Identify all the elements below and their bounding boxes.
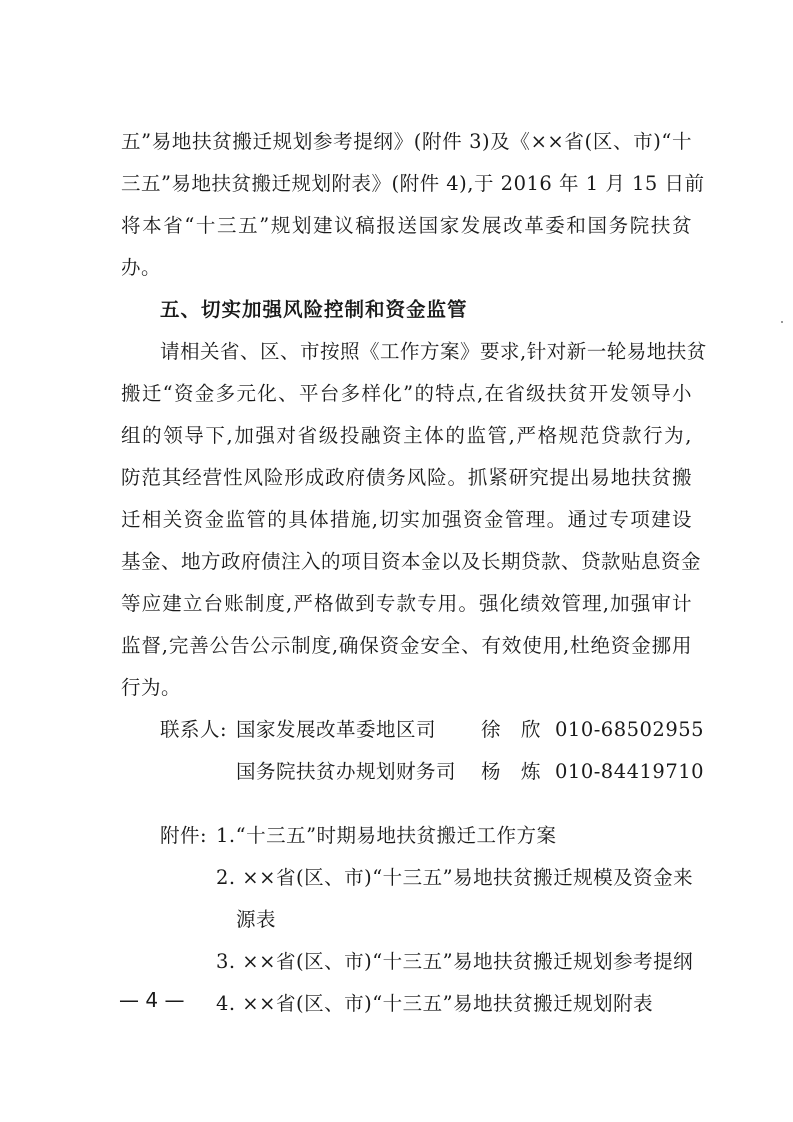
- attachments-label: 附件:: [160, 824, 208, 847]
- paragraph-line: 办。: [121, 256, 162, 279]
- paragraph-line: 防范其经营性风险形成政府债务风险。抓紧研究提出易地扶贫搬: [121, 466, 692, 489]
- contact-org: 国家发展改革委地区司: [236, 718, 437, 741]
- page-number: — 4 —: [119, 988, 185, 1012]
- paragraph-line: 监督,完善公告公示制度,确保资金安全、有效使用,杜绝资金挪用: [121, 634, 692, 657]
- paragraph-line: 请相关省、区、市按照《工作方案》要求,针对新一轮易地扶贫: [160, 340, 707, 363]
- paragraph-line: 行为。: [121, 676, 182, 699]
- paragraph-line: 搬迁“资金多元化、平台多样化”的特点,在省级扶贫开发领导小: [121, 382, 692, 405]
- paragraph-line: 将本省“十三五”规划建议稿报送国家发展改革委和国务院扶贫: [121, 214, 692, 237]
- contact-name: 杨 炼: [481, 760, 542, 783]
- scan-speck: [781, 321, 783, 323]
- paragraph-line: 迁相关资金监管的具体措施,切实加强资金管理。通过专项建设: [121, 508, 692, 531]
- contact-phone: 010-84419710: [555, 760, 705, 783]
- paragraph-line: 基金、地方政府债注入的项目资本金以及长期贷款、贷款贴息资金: [121, 550, 702, 573]
- attachment-item: 4. ××省(区、市)“十三五”易地扶贫搬迁规划附表: [216, 992, 654, 1015]
- contact-org: 国务院扶贫办规划财务司: [236, 760, 457, 783]
- paragraph-line: 等应建立台账制度,严格做到专款专用。强化绩效管理,加强审计: [121, 592, 692, 615]
- attachment-item: 1.“十三五”时期易地扶贫搬迁工作方案: [216, 824, 557, 847]
- section-heading: 五、切实加强风险控制和资金监管: [160, 298, 468, 321]
- attachment-item: 2. ××省(区、市)“十三五”易地扶贫搬迁规模及资金来: [216, 866, 694, 889]
- paragraph-line: 三五”易地扶贫搬迁规划附表》(附件 4),于 2016 年 1 月 15 日前: [121, 172, 705, 195]
- contact-name: 徐 欣: [481, 718, 542, 741]
- attachment-item-continuation: 源表: [236, 908, 277, 931]
- paragraph-line: 组的领导下,加强对省级投融资主体的监管,严格规范贷款行为,: [121, 424, 692, 447]
- contact-phone: 010-68502955: [555, 718, 705, 741]
- attachment-item: 3. ××省(区、市)“十三五”易地扶贫搬迁规划参考提纲: [216, 950, 694, 973]
- contacts-label: 联系人:: [160, 718, 228, 741]
- paragraph-line: 五”易地扶贫搬迁规划参考提纲》(附件 3)及《××省(区、市)“十: [121, 130, 692, 153]
